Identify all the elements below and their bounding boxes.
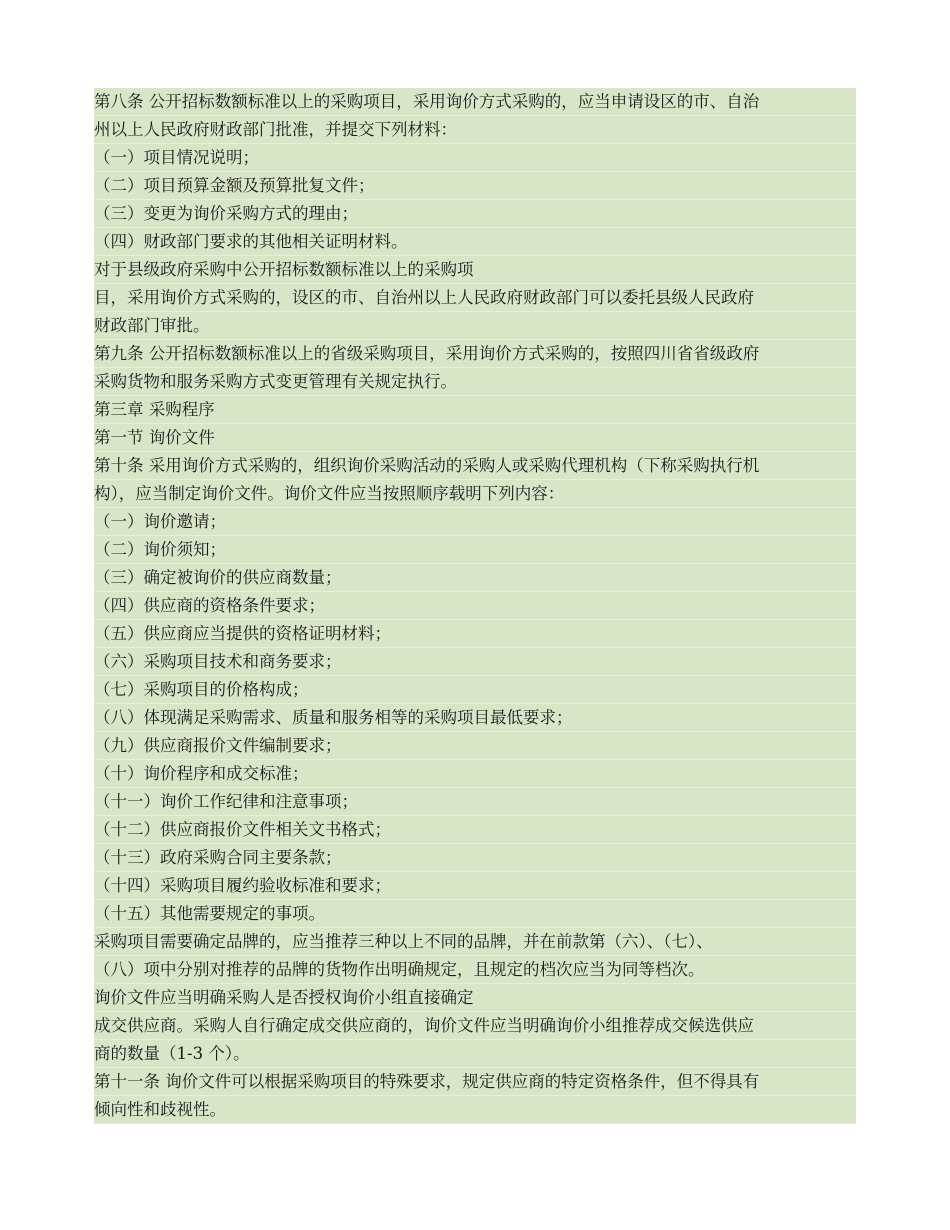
text-line: 商的数量（1-3 个）。 <box>94 1040 856 1068</box>
text-line: 第十条 采用询价方式采购的，组织询价采购活动的采购人或采购代理机构（下称采购执行机 <box>94 452 856 480</box>
text-line: （四）财政部门要求的其他相关证明材料。 <box>94 228 856 256</box>
text-line: 第九条 公开招标数额标准以上的省级采购项目，采用询价方式采购的，按照四川省省级政府 <box>94 340 856 368</box>
list-item: （九）供应商报价文件编制要求； <box>94 732 856 760</box>
text-line: 州以上人民政府财政部门批准，并提交下列材料： <box>94 116 856 144</box>
text-line: 采购项目需要确定品牌的，应当推荐三种以上不同的品牌，并在前款第（六）、（七）、 <box>94 928 856 956</box>
list-item: （一）询价邀请； <box>94 508 856 536</box>
text-line: 第八条 公开招标数额标准以上的采购项目，采用询价方式采购的，应当申请设区的市、自治 <box>94 88 856 116</box>
document-body <box>94 88 856 1124</box>
list-item: （五）供应商应当提供的资格证明材料； <box>94 620 856 648</box>
text-line: （三）变更为询价采购方式的理由； <box>94 200 856 228</box>
list-item: （三）确定被询价的供应商数量； <box>94 564 856 592</box>
list-item: （十三）政府采购合同主要条款； <box>94 844 856 872</box>
text-line: 倾向性和歧视性。 <box>94 1096 856 1124</box>
list-item: （七）采购项目的价格构成； <box>94 676 856 704</box>
list-item: （十四）采购项目履约验收标准和要求； <box>94 872 856 900</box>
text-line: （二）项目预算金额及预算批复文件； <box>94 172 856 200</box>
text-line: （八）项中分别对推荐的品牌的货物作出明确规定，且规定的档次应当为同等档次。 <box>94 956 856 984</box>
section-heading: 第一节 询价文件 <box>94 424 856 452</box>
list-item: （十二）供应商报价文件相关文书格式； <box>94 816 856 844</box>
list-item: （八）体现满足采购需求、质量和服务相等的采购项目最低要求； <box>94 704 856 732</box>
chapter-heading: 第三章 采购程序 <box>94 396 856 424</box>
list-item: （四）供应商的资格条件要求； <box>94 592 856 620</box>
text-line: 成交供应商。采购人自行确定成交供应商的，询价文件应当明确询价小组推荐成交候选供应 <box>94 1012 856 1040</box>
text-line: 对于县级政府采购中公开招标数额标准以上的采购项 <box>94 256 856 284</box>
text-line: 询价文件应当明确采购人是否授权询价小组直接确定 <box>94 984 856 1012</box>
text-line: 财政部门审批。 <box>94 312 856 340</box>
list-item: （十一）询价工作纪律和注意事项； <box>94 788 856 816</box>
text-line: （一）项目情况说明； <box>94 144 856 172</box>
text-line: 采购货物和服务采购方式变更管理有关规定执行。 <box>94 368 856 396</box>
list-item: （十五）其他需要规定的事项。 <box>94 900 856 928</box>
text-line: 第十一条 询价文件可以根据采购项目的特殊要求，规定供应商的特定资格条件，但不得具有 <box>94 1068 856 1096</box>
list-item: （六）采购项目技术和商务要求； <box>94 648 856 676</box>
text-line: 构），应当制定询价文件。询价文件应当按照顺序载明下列内容： <box>94 480 856 508</box>
text-line: 目，采用询价方式采购的，设区的市、自治州以上人民政府财政部门可以委托县级人民政府 <box>94 284 856 312</box>
list-item: （十）询价程序和成交标准； <box>94 760 856 788</box>
list-item: （二）询价须知； <box>94 536 856 564</box>
